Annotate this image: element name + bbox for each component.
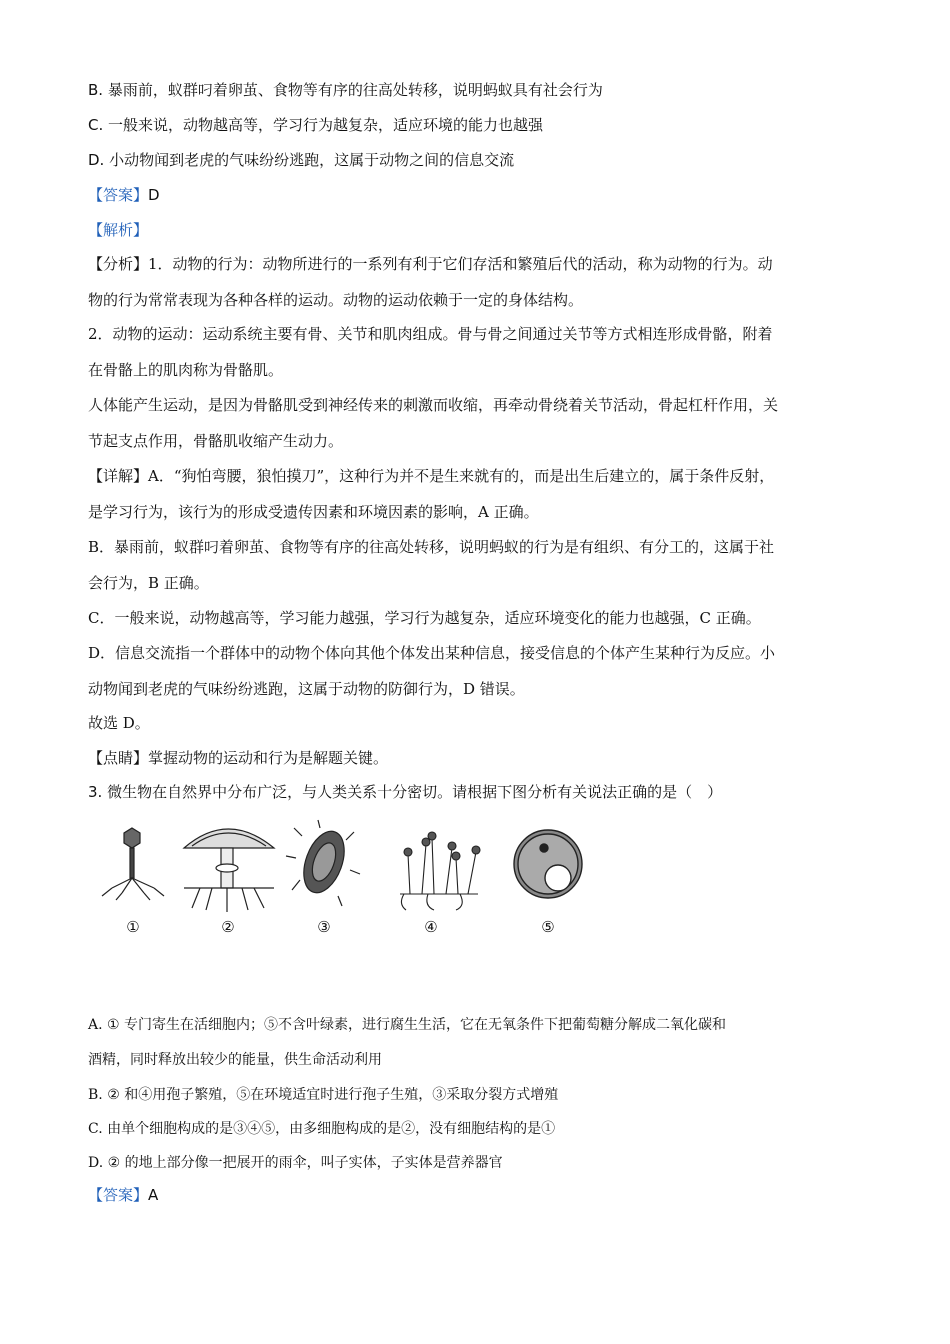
option-b: B. 暴雨前，蚁群叼着卵茧、食物等有序的往高处转移，说明蚂蚁具有社会行为 [88, 81, 603, 99]
mold-drawing [400, 832, 480, 910]
xiangjie-line-c: C．一般来说，动物越高等，学习能力越强，学习行为越复杂，适应环境变化的能力也越强，C 正确。 [88, 609, 761, 627]
figure-label-4: ④ [424, 918, 438, 936]
bacterium-drawing [286, 820, 360, 906]
fenxi-line-3b: 节起支点作用，骨骼肌收缩产生动力。 [88, 432, 344, 450]
dianjing-text: 掌握动物的运动和行为是解题关键。 [148, 749, 389, 767]
question-3-stem: 3. 微生物在自然界中分布广泛，与人类关系十分密切。请根据下图分析有关说法正确的是（ ） [88, 783, 723, 801]
fenxi-line-3a: 人体能产生运动，是因为骨骼肌受到神经传来的刺激而收缩，再牵动骨绕着关节活动，骨起杠杆作用，关 [88, 396, 779, 414]
analysis-heading [88, 220, 862, 240]
fenxi-text-1a: 1．动物的行为：动物所进行的一系列有利于它们存活和繁殖后代的活动，称为动物的行为。动 [148, 255, 773, 273]
answer-line [88, 185, 862, 205]
analysis-tag: 【解析】 [88, 221, 149, 239]
fenxi-tag: 【分析】 [88, 255, 149, 273]
yeast-drawing [514, 830, 582, 898]
figure-label-2: ② [221, 918, 235, 936]
xiangjie-line-a1 [88, 466, 862, 486]
xiangjie-line-d2: 动物闻到老虎的气味纷纷逃跑，这属于动物的防御行为，D 错误。 [88, 680, 525, 698]
xiangjie-line-b1: B．暴雨前，蚁群叼着卵茧、食物等有序的往高处转移，说明蚂蚁的行为是有组织、有分工的，这属于社 [88, 538, 775, 556]
figure-label-3: ③ [317, 918, 331, 936]
figure-label-5: ⑤ [541, 918, 555, 936]
xiangjie-line-d1: D．信息交流指一个群体中的动物个体向其他个体发出某种信息，接受信息的个体产生某种行为反应。小 [88, 644, 776, 662]
figure-label-1: ① [126, 918, 140, 936]
fenxi-line-1b: 物的行为常常表现为各种各样的运动。动物的运动依赖于一定的身体结构。 [88, 291, 584, 309]
xiangjie-line-b2: 会行为，B 正确。 [88, 574, 209, 592]
q3-option-a-line1: A. ① 专门寄生在活细胞内；⑤不含叶绿素，进行腐生生活，它在无氧条件下把葡萄糖分解成二氧化碳和 [88, 1017, 727, 1033]
q3-option-c: C. 由单个细胞构成的是③④⑤，由多细胞构成的是②，没有细胞结构的是① [88, 1121, 556, 1137]
fenxi-line-2b: 在骨骼上的肌肉称为骨骼肌。 [88, 361, 284, 379]
answer-value: D [148, 186, 160, 204]
xiangjie-text-a1: A．“狗怕弯腰，狼怕摸刀”，这种行为并不是生来就有的，而是出生后建立的，属于条件反射， [148, 467, 775, 485]
answer-tag: 【答案】 [88, 186, 149, 204]
fenxi-line-1 [88, 254, 862, 274]
fenxi-line-2a: 2．动物的运动：运动系统主要有骨、关节和肌肉组成。骨与骨之间通过关节等方式相连形成骨骼，附着 [88, 325, 773, 343]
option-c: C. 一般来说，动物越高等，学习行为越复杂，适应环境的能力也越强 [88, 116, 544, 134]
q3-answer-line [88, 1185, 862, 1205]
dianjing-tag: 【点睛】 [88, 749, 149, 767]
q3-answer-value: A [148, 1186, 159, 1204]
q3-option-b: B. ② 和④用孢子繁殖，⑤在环境适宜时进行孢子生殖，③采取分裂方式增殖 [88, 1087, 559, 1103]
q3-option-d: D. ② 的地上部分像一把展开的雨伞，叫子实体，子实体是营养器官 [88, 1155, 503, 1171]
mushroom-drawing [184, 829, 274, 912]
dianjing-line [88, 748, 862, 768]
microorganism-figure [88, 818, 608, 948]
q3-answer-tag: 【答案】 [88, 1186, 149, 1204]
q3-option-a-line2: 酒精，同时释放出较少的能量，供生命活动利用 [88, 1052, 382, 1068]
xiangjie-line-a2: 是学习行为，该行为的形成受遗传因素和环境因素的影响，A 正确。 [88, 503, 539, 521]
conclusion: 故选 D。 [88, 714, 150, 732]
xiangjie-tag: 【详解】 [88, 467, 149, 485]
bacteriophage-drawing [102, 828, 164, 900]
option-d: D. 小动物闻到老虎的气味纷纷逃跑，这属于动物之间的信息交流 [88, 151, 515, 169]
microorganism-illustrations [88, 818, 608, 918]
